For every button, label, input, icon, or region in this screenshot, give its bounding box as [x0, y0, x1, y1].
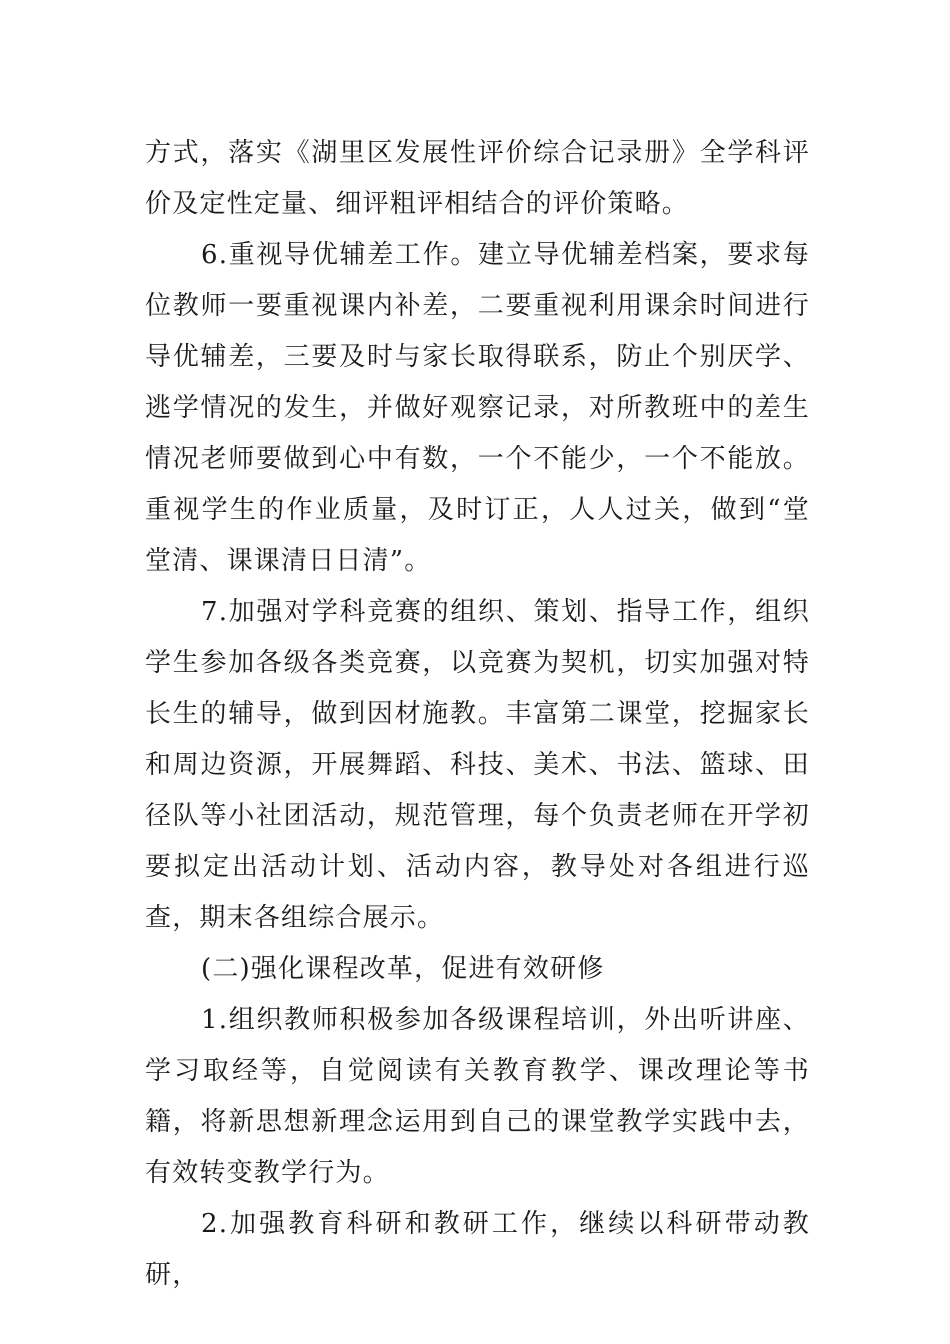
- paragraph-item-7: 7.加强对学科竞赛的组织、策划、指导工作，组织学生参加各级各类竞赛，以竞赛为契机，切实加强对特长生的辅导，做到因材施教。丰富第二课堂，挖掘家长和周边资源，开展舞蹈、科技、美术、书法、篮球、田径队等小社团活动，规范管理，每个负责老师在开学初要拟定出活动计划、活动内容，教导处对各组进行巡查，期末各组综合展示。: [145, 597, 810, 933]
- document-body: [145, 128, 810, 1301]
- paragraph-item-6: 6.重视导优辅差工作。建立导优辅差档案，要求每位教师一要重视课内补差，二要重视利用课余时间进行导优辅差，三要及时与家长取得联系，防止个别厌学、逃学情况的发生，并做好观察记录，对所教班中的差生情况老师要做到心中有数，一个不能少，一个不能放。 重视学生的作业质量，及时订正，人人过关，做到“堂堂清、课课清日日清”。: [145, 240, 810, 576]
- section-heading-2: (二)强化课程改革，促进有效研修: [201, 954, 605, 984]
- paragraph-item-1: 1.组织教师积极参加各级课程培训，外出听讲座、学习取经等，自觉阅读有关教育教学、课改理论等书籍，将新思想新理念运用到自己的课堂教学实践中去，有效转变教学行为。: [145, 1005, 810, 1188]
- paragraph-item-2: 2.加强教育科研和教研工作，继续以科研带动教研，: [145, 1209, 810, 1290]
- paragraph-evaluation-continuation: 方式，落实《湖里区发展性评价综合记录册》全学科评价及定性定量、细评粗评相结合的评价策略。: [145, 138, 810, 219]
